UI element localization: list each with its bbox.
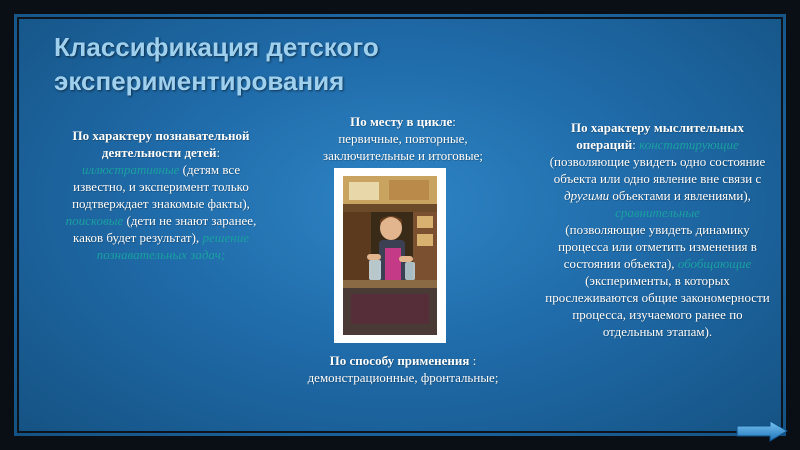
middle-heading-colon: : (452, 114, 456, 129)
middle-heading-2: По способу применения (329, 353, 470, 368)
slide-title: Классификация детского экспериментирования (54, 32, 379, 96)
middle-column-top (292, 113, 514, 164)
left-text-3: ; (220, 247, 226, 262)
middle-column-bottom (292, 352, 514, 386)
left-heading-colon: : (216, 145, 221, 160)
photo-frame (334, 168, 446, 343)
child-experiment-photo (343, 176, 437, 335)
left-term-problem-solving: решение познавательных задач (96, 230, 250, 262)
middle-text-2: демонстрационные, фронтальные; (307, 370, 499, 385)
middle-heading: По месту в цикле (350, 114, 453, 129)
left-term-illustrative: иллюстративные (81, 162, 180, 177)
right-text-3: (позволяющие увидеть динамику процесса или отметить изменения в состоянии объекта), (558, 222, 757, 271)
left-heading: По характеру познавательной деятельности детей (72, 128, 250, 160)
right-text-1: (позволяющие увидеть одно состояние объекта или одно явление вне связи с (549, 154, 766, 186)
right-column (545, 119, 770, 340)
right-term-ascertaining: констатирующие (639, 137, 739, 152)
right-arrow-icon[interactable] (736, 420, 788, 442)
right-text-2: объектами и явлениями), (609, 188, 751, 203)
right-text-4: (эксперименты, в которых прослеживаются общие закономерности процесса, изучаемого ранее по отдельным этапам). (545, 273, 770, 339)
middle-text: первичные, повторные, заключительные и итоговые; (323, 131, 483, 163)
right-term-generalizing: обобщающие (677, 256, 752, 271)
right-text-other: другими (564, 188, 610, 203)
right-heading-colon: : (632, 137, 636, 152)
right-term-comparative: сравнительные (615, 205, 700, 220)
right-heading: По характеру мыслительных операций (571, 120, 744, 152)
left-column (58, 127, 264, 263)
middle-heading-2-colon: : (469, 353, 477, 368)
left-term-search: поисковые (65, 213, 124, 228)
left-text-2: (дети не знают заранее, каков будет результат), (72, 213, 257, 245)
left-text-1: (детям все известно, и эксперимент только подтверждает знакомые факты), (72, 162, 250, 211)
